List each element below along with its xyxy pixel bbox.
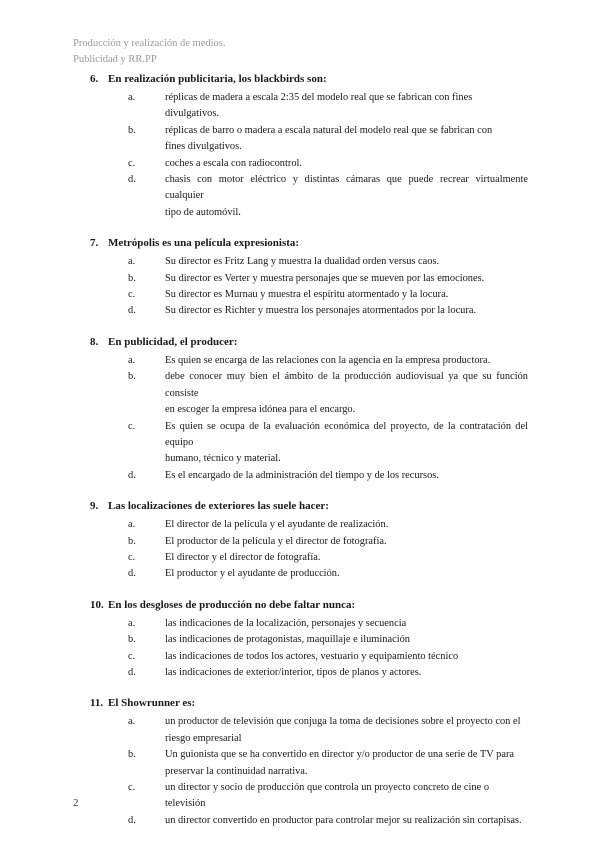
option-a-cont	[90, 731, 528, 747]
header-line-2: Publicidad y RR.PP	[73, 54, 157, 65]
option-text: un director y socio de producción que controla un proyecto concreto de cine o televisión	[165, 782, 490, 810]
question-7	[90, 236, 528, 320]
option-text: Es el encargado de la administración del tiempo y de los recursos.	[165, 469, 439, 481]
option-letter: b.	[128, 634, 136, 646]
option-letter: a.	[128, 256, 136, 268]
option-letter: b.	[128, 371, 136, 383]
question-text: En realización publicitaria, los blackbirds son:	[108, 73, 327, 85]
option-text: Su director es Murnau y muestra el espíritu atormentado y la locura.	[165, 289, 449, 301]
option-d-cont	[90, 205, 528, 221]
option-b-cont	[90, 764, 528, 780]
option-d	[90, 172, 528, 205]
option-letter: d.	[128, 174, 136, 186]
question-title	[90, 335, 528, 350]
option-text: tipo de automóvil.	[165, 206, 241, 218]
option-b	[90, 534, 528, 550]
option-b	[90, 369, 528, 402]
option-b-cont	[90, 139, 528, 155]
question-11	[90, 696, 528, 829]
option-letter	[90, 106, 165, 122]
option-text: las indicaciones de exterior/interior, tipos de planos y actores.	[165, 666, 422, 678]
option-c	[90, 419, 528, 452]
option-text: Un guionista que se ha convertido en director y/o productor de una serie de TV para	[165, 749, 515, 761]
question-title	[90, 696, 528, 711]
question-number: 10.	[90, 598, 104, 611]
option-letter: a.	[128, 716, 136, 728]
option-text: coches a escala con radiocontrol.	[165, 157, 303, 169]
option-text: El director de la película y el ayudante de realización.	[165, 519, 389, 531]
option-letter: d.	[128, 814, 136, 826]
option-b-cont	[90, 402, 528, 418]
option-text: fines divulgativos.	[165, 141, 242, 153]
question-number: 11.	[90, 697, 104, 710]
question-text: En los desgloses de producción no debe faltar nunca:	[108, 598, 356, 611]
option-a	[90, 254, 528, 270]
option-letter	[90, 731, 165, 747]
option-text: Su director es Richter y muestra los personajes atormentados por la locura.	[165, 305, 477, 317]
option-text: las indicaciones de todos los actores, vestuario y equipamiento técnico	[165, 650, 459, 662]
option-letter: c.	[128, 289, 136, 301]
option-letter: c.	[128, 157, 136, 169]
option-letter: d.	[128, 666, 136, 678]
option-text: Su director es Verter y muestra personajes que se mueven por las emociones.	[165, 272, 485, 284]
option-c	[90, 550, 528, 566]
running-header	[73, 36, 226, 68]
option-letter: a.	[128, 92, 136, 103]
option-letter: b.	[128, 749, 136, 761]
option-b	[90, 123, 528, 139]
question-9	[90, 499, 528, 583]
question-10	[90, 598, 528, 682]
option-text: Es quien se ocupa de la evaluación económica del proyecto, de la contratación del equipo	[165, 420, 528, 448]
option-text: riesgo empresarial	[165, 732, 242, 744]
option-d	[90, 665, 528, 681]
question-title	[90, 499, 528, 514]
option-b	[90, 632, 528, 648]
option-letter	[90, 451, 165, 467]
option-text: en escoger la empresa idónea para el encargo.	[165, 404, 356, 416]
option-list	[90, 254, 528, 320]
header-line-1: Producción y realización de medios.	[73, 38, 226, 49]
option-text: Es quien se encarga de las relaciones con la agencia en la empresa productora.	[165, 354, 491, 366]
option-d	[90, 303, 528, 319]
option-a	[90, 90, 528, 106]
option-text: las indicaciones de la localización, personajes y secuencia	[165, 617, 407, 629]
option-d	[90, 813, 528, 829]
question-text: En publicidad, el producer:	[108, 335, 238, 348]
option-text: humano, técnico y material.	[165, 453, 281, 465]
option-list	[90, 517, 528, 583]
option-text: las indicaciones de protagonistas, maquillaje e iluminación	[165, 634, 410, 646]
question-text: Metrópolis es una película expresionista:	[108, 237, 300, 250]
question-number: 6.	[90, 73, 99, 85]
option-letter	[90, 764, 165, 780]
option-text: preservar la continuidad narrativa.	[165, 765, 308, 777]
option-letter: d.	[128, 305, 136, 317]
question-number: 7.	[90, 237, 99, 250]
option-text: El director y el director de fotografía.	[165, 551, 321, 563]
question-6	[90, 72, 528, 221]
option-letter: c.	[128, 551, 136, 563]
option-c	[90, 780, 528, 813]
question-list	[90, 72, 528, 844]
question-number: 8.	[90, 335, 99, 348]
option-a	[90, 353, 528, 369]
option-c-cont	[90, 451, 528, 467]
option-list	[90, 714, 528, 829]
option-a	[90, 517, 528, 533]
option-text: un productor de televisión que conjuga la toma de decisiones sobre el proyecto con el	[165, 716, 521, 728]
option-letter	[90, 402, 165, 418]
question-title	[90, 598, 528, 613]
option-list	[90, 90, 528, 221]
option-letter: c.	[128, 650, 136, 662]
option-letter: a.	[128, 519, 136, 531]
option-b	[90, 747, 528, 763]
option-letter	[90, 205, 165, 221]
option-c	[90, 156, 528, 172]
option-c	[90, 287, 528, 303]
option-list	[90, 616, 528, 682]
option-a-cont	[90, 106, 528, 122]
question-title	[90, 236, 528, 251]
question-number: 9.	[90, 500, 99, 513]
option-d	[90, 566, 528, 582]
option-text: El productor y el ayudante de producción.	[165, 568, 340, 580]
option-text: réplicas de madera a escala 2:35 del modelo real que se fabrican con fines	[165, 92, 473, 103]
option-text: un director convertido en productor para controlar mejor su realización sin cortapisas.	[165, 814, 522, 826]
option-a	[90, 714, 528, 730]
option-text: Su director es Fritz Lang y muestra la dualidad orden versus caos.	[165, 256, 440, 268]
option-letter: b.	[128, 535, 136, 547]
option-text: réplicas de barro o madera a escala natural del modelo real que se fabrican con	[165, 124, 493, 136]
option-letter: c.	[128, 420, 136, 432]
option-text: El productor de la película y el director de fotografía.	[165, 535, 387, 547]
option-letter: b.	[128, 272, 136, 284]
question-text: Las localizaciones de exteriores las suele hacer:	[108, 500, 329, 513]
option-letter: d.	[128, 568, 136, 580]
question-8	[90, 335, 528, 484]
option-d	[90, 468, 528, 484]
option-letter: d.	[128, 469, 136, 481]
option-text: chasis con motor eléctrico y distintas cámaras que puede recrear virtualmente cualquier	[165, 174, 528, 202]
option-letter: b.	[128, 124, 136, 136]
option-letter: c.	[128, 782, 136, 793]
option-letter: a.	[128, 354, 136, 366]
option-text: debe conocer muy bien el ámbito de la producción audiovisual ya que su función consiste	[165, 371, 528, 399]
option-a	[90, 616, 528, 632]
question-title	[90, 72, 528, 87]
question-text: El Showrunner es:	[108, 697, 196, 710]
option-list	[90, 353, 528, 484]
option-letter	[90, 139, 165, 155]
option-c	[90, 649, 528, 665]
option-b	[90, 271, 528, 287]
page-number: 2	[73, 797, 79, 809]
option-text: divulgativos.	[165, 108, 219, 120]
option-letter: a.	[128, 617, 136, 629]
